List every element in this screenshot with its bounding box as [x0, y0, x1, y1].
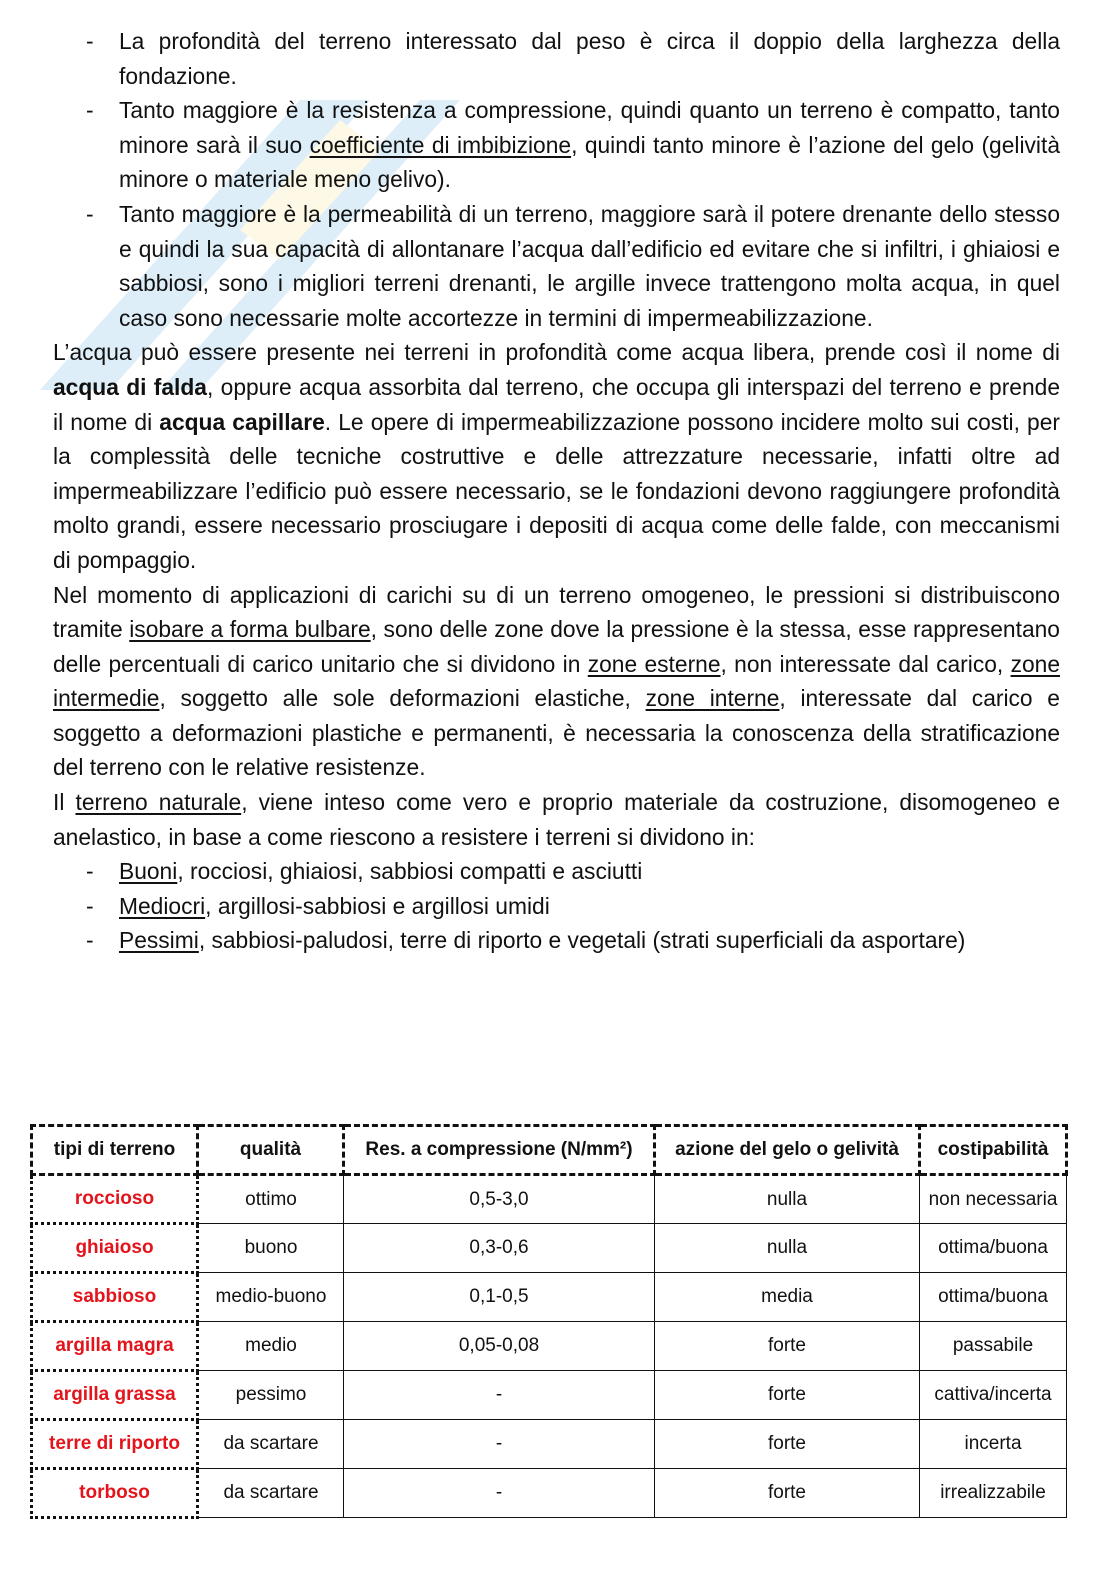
text-run: , soggetto alle sole deformazioni elastiche,: [159, 685, 646, 712]
column-header: azione del gelo o gelività: [655, 1126, 920, 1175]
soil-quality-list: [53, 854, 1060, 958]
table-row: [32, 1371, 1067, 1420]
table-cell: medio: [198, 1322, 344, 1371]
text-run: , interessate dal carico e soggetto a deformazioni plastiche e permanenti, è necessaria la conoscenza della stratificazione del terreno con le relative resistenze.: [53, 685, 1060, 781]
dash-bullet: -: [86, 200, 94, 227]
table-row: [32, 1175, 1067, 1224]
dash-bullet: -: [86, 892, 94, 919]
column-header: Res. a compressione (N/mm²): [344, 1126, 655, 1175]
table-cell: pessimo: [198, 1371, 344, 1420]
column-header: costipabilità: [920, 1126, 1067, 1175]
table-cell: incerta: [920, 1420, 1067, 1469]
soil-type-cell: ghiaioso: [32, 1224, 198, 1273]
table-cell: nulla: [655, 1224, 920, 1273]
table-cell: da scartare: [198, 1420, 344, 1469]
underlined-term: Buoni: [119, 858, 178, 885]
soil-type-cell: argilla magra: [32, 1322, 198, 1371]
column-header: tipi di terreno: [32, 1126, 198, 1175]
bold-term: acqua capillare: [159, 408, 325, 435]
text-run: Tanto maggiore è la permeabilità di un terreno, maggiore sarà il potere drenante dello stesso e quindi la sua capacità di allontanare l’acqua dall’edificio ed evitare che si infiltri, i ghiaiosi e sabbiosi, sono i migliori terreni drenanti, le argille invece trattengono molta acqua, in quel caso sono necessarie molte accortezze in termini di impermeabilizzazione.: [119, 200, 1060, 331]
table-cell: da scartare: [198, 1469, 344, 1518]
dash-bullet: -: [86, 927, 94, 954]
table-cell: 0,1-0,5: [344, 1273, 655, 1322]
list-item: [53, 93, 1060, 197]
table-cell: nulla: [655, 1175, 920, 1224]
table-cell: ottimo: [198, 1175, 344, 1224]
text-run: Nel momento di applicazioni di carichi su di un terreno omogeneo, le pressioni si distribuiscono tramite: [53, 581, 1060, 643]
underlined-term: zone intermedie: [53, 650, 1060, 712]
soil-type-cell: argilla grassa: [32, 1371, 198, 1420]
table-cell: media: [655, 1273, 920, 1322]
text-run: Il: [53, 789, 76, 816]
text-run: , oppure acqua assorbita dal terreno, che occupa gli interspazi del terreno e prende il nome di: [53, 373, 1060, 435]
underlined-term: terreno naturale: [75, 789, 242, 816]
table-cell: cattiva/incerta: [920, 1371, 1067, 1420]
text-run: L’acqua può essere presente nei terreni in profondità come acqua libera, prende così il nome di: [53, 339, 1060, 366]
soil-type-cell: roccioso: [32, 1175, 198, 1224]
paragraph-natural-soil: [53, 785, 1060, 854]
table-header-row: [32, 1126, 1067, 1175]
text-run: , sabbiosi-paludosi, terre di riporto e vegetali (strati superficiali da asportare): [198, 927, 966, 954]
table-row: [32, 1420, 1067, 1469]
list-item: [53, 24, 1060, 93]
table-cell: -: [344, 1371, 655, 1420]
soil-type-cell: terre di riporto: [32, 1420, 198, 1469]
list-item: [53, 197, 1060, 335]
underlined-term: Pessimi: [119, 927, 199, 954]
table-cell: forte: [655, 1371, 920, 1420]
table-cell: forte: [655, 1322, 920, 1371]
table-cell: passabile: [920, 1322, 1067, 1371]
table-cell: forte: [655, 1469, 920, 1518]
paragraph-water: [53, 335, 1060, 577]
bold-term: acqua di falda: [53, 373, 207, 400]
table-cell: ottima/buona: [920, 1273, 1067, 1322]
text-run: , argillosi-sabbiosi e argillosi umidi: [205, 892, 550, 919]
paragraph-loads: [53, 578, 1060, 786]
text-run: , rocciosi, ghiaiosi, sabbiosi compatti e asciutti: [177, 858, 643, 885]
dash-bullet: -: [86, 858, 94, 885]
table-cell: irrealizzabile: [920, 1469, 1067, 1518]
table-cell: non necessaria: [920, 1175, 1067, 1224]
list-item: [53, 923, 1060, 958]
dash-bullet: -: [86, 97, 94, 124]
table-cell: medio-buono: [198, 1273, 344, 1322]
underlined-term: isobare a forma bulbare: [129, 616, 371, 643]
text-run: , viene inteso come vero e proprio materiale da costruzione, disomogeneo e anelastico, in base a come riescono a resistere i terreni si dividono in:: [53, 789, 1061, 850]
table-row: [32, 1469, 1067, 1518]
text-run: , quindi tanto minore è l’azione del gelo (gelività minore o materiale meno gelivo).: [119, 131, 1060, 193]
soil-type-cell: torboso: [32, 1469, 198, 1518]
intro-bullet-list: [53, 24, 1060, 335]
underlined-term: coefficiente di imbibizione: [309, 131, 572, 158]
dash-bullet: -: [86, 28, 94, 54]
table-cell: 0,5-3,0: [344, 1175, 655, 1224]
table-cell: forte: [655, 1420, 920, 1469]
table-cell: ottima/buona: [920, 1224, 1067, 1273]
table-cell: 0,05-0,08: [344, 1322, 655, 1371]
soil-types-table: [30, 1124, 1068, 1519]
underlined-term: Mediocri: [119, 892, 206, 919]
table-cell: 0,3-0,6: [344, 1224, 655, 1273]
table-cell: buono: [198, 1224, 344, 1273]
table-row: [32, 1224, 1067, 1273]
text-run: , non interessate dal carico,: [720, 650, 1011, 677]
text-run: Tanto maggiore è la resistenza a compressione, quindi quanto un terreno è compatto, tanto minore sarà il suo: [119, 97, 1060, 158]
underlined-term: zone esterne: [587, 650, 721, 677]
document-body: [53, 24, 1060, 958]
list-item: [53, 889, 1060, 924]
table-cell: -: [344, 1420, 655, 1469]
table-row: [32, 1273, 1067, 1322]
soil-type-cell: sabbioso: [32, 1273, 198, 1322]
table-row: [32, 1322, 1067, 1371]
text-run: . Le opere di impermeabilizzazione possono incidere molto sui costi, per la complessità delle tecniche costruttive e delle attrezzature necessarie, infatti oltre ad impermeabilizzare l’edificio può essere necessario, se le fondazioni devono raggiungere profondità molto grandi, essere necessario prosciugare i depositi di acqua come delle falde, con meccanismi di pompaggio.: [53, 408, 1061, 573]
column-header: qualità: [198, 1126, 344, 1175]
text-run: La profondità del terreno interessato dal peso è circa il doppio della larghezza della fondazione.: [119, 28, 1060, 89]
list-item: [53, 854, 1060, 889]
table-cell: -: [344, 1469, 655, 1518]
text-run: , sono delle zone dove la pressione è la stessa, esse rappresentano delle percentuali di carico unitario che si dividono in: [53, 616, 1060, 677]
underlined-term: zone interne: [645, 685, 780, 712]
